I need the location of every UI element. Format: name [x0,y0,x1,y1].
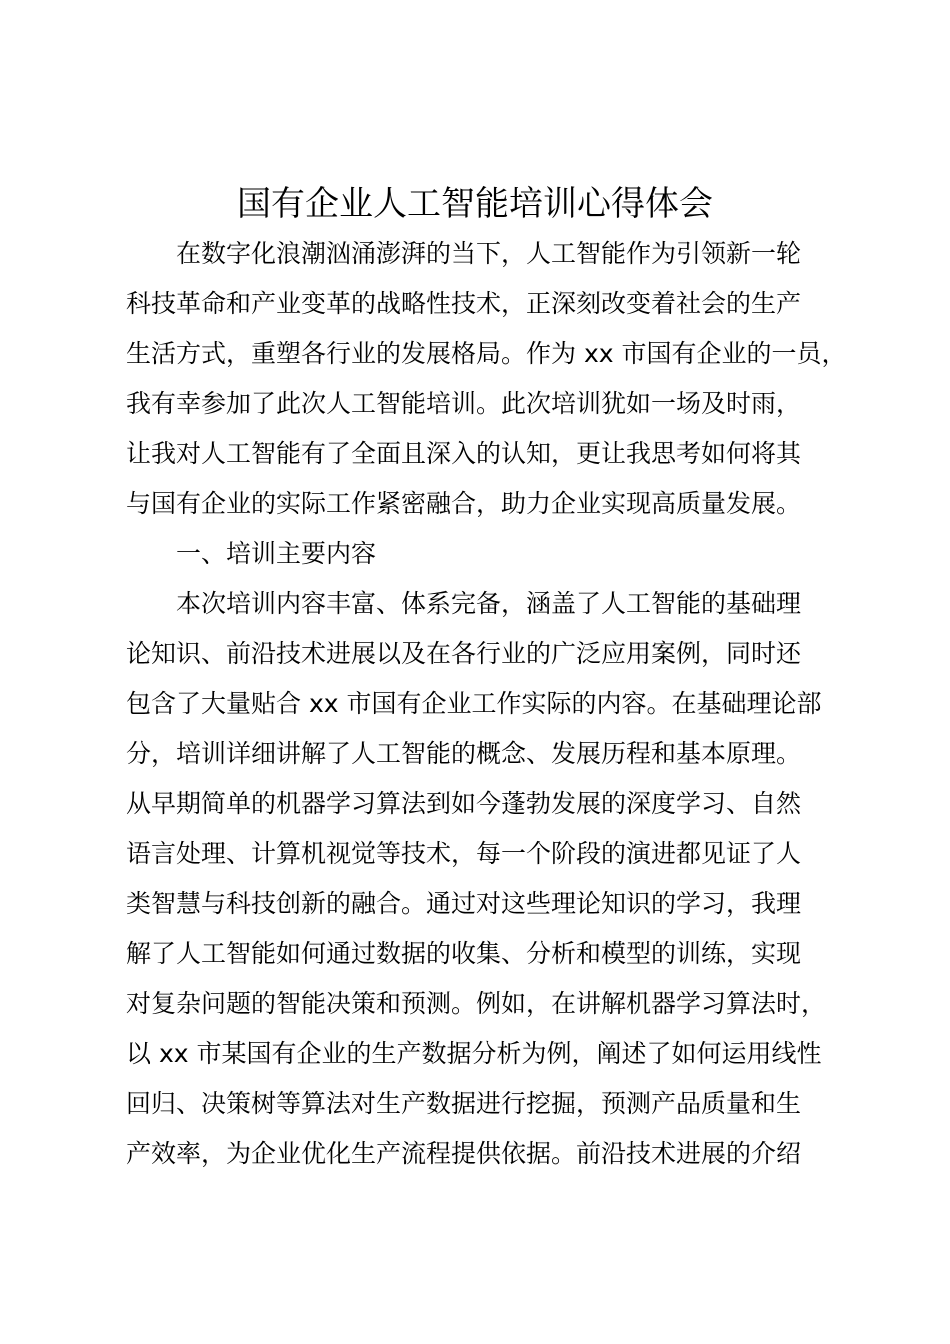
paragraph-line: 对复杂问题的智能决策和预测。例如，在讲解机器学习算法时， [126,989,827,1018]
paragraph-line: 回归、决策树等算法对生产数据进行挖掘，预测产品质量和生 [126,1089,802,1118]
paragraph-line: 包含了大量贴合 xx 市国有企业工作实际的内容。在基础理论部 [126,689,822,718]
paragraph-line: 语言处理、计算机视觉等技术，每一个阶段的演进都见证了人 [126,839,802,868]
section-heading: 一、培训主要内容 [176,539,377,568]
paragraph-line: 与国有企业的实际工作紧密融合，助力企业实现高质量发展。 [126,489,802,518]
paragraph-line: 科技革命和产业变革的战略性技术，正深刻改变着社会的生产 [126,289,802,318]
paragraph-line: 分，培训详细讲解了人工智能的概念、发展历程和基本原理。 [126,739,802,768]
paragraph-line: 在数字化浪潮汹涌澎湃的当下，人工智能作为引领新一轮 [176,239,802,268]
paragraph-line: 本次培训内容丰富、体系完备，涵盖了人工智能的基础理 [176,589,802,618]
paragraph-line: 从早期简单的机器学习算法到如今蓬勃发展的深度学习、自然 [126,789,802,818]
paragraph-line: 让我对人工智能有了全面且深入的认知，更让我思考如何将其 [126,439,802,468]
paragraph-line: 生活方式，重塑各行业的发展格局。作为 xx 市国有企业的一员， [126,339,847,368]
paragraph-line: 产效率，为企业优化生产流程提供依据。前沿技术进展的介绍 [126,1139,802,1168]
paragraph-line: 以 xx 市某国有企业的生产数据分析为例，阐述了如何运用线性 [126,1039,822,1068]
paragraph-line: 我有幸参加了此次人工智能培训。此次培训犹如一场及时雨， [126,389,802,418]
paragraph-line: 解了人工智能如何通过数据的收集、分析和模型的训练，实现 [126,939,802,968]
paragraph-line: 论知识、前沿技术进展以及在各行业的广泛应用案例，同时还 [126,639,802,668]
document-title: 国有企业人工智能培训心得体会 [237,184,713,224]
paragraph-line: 类智慧与科技创新的融合。通过对这些理论知识的学习，我理 [126,889,802,918]
